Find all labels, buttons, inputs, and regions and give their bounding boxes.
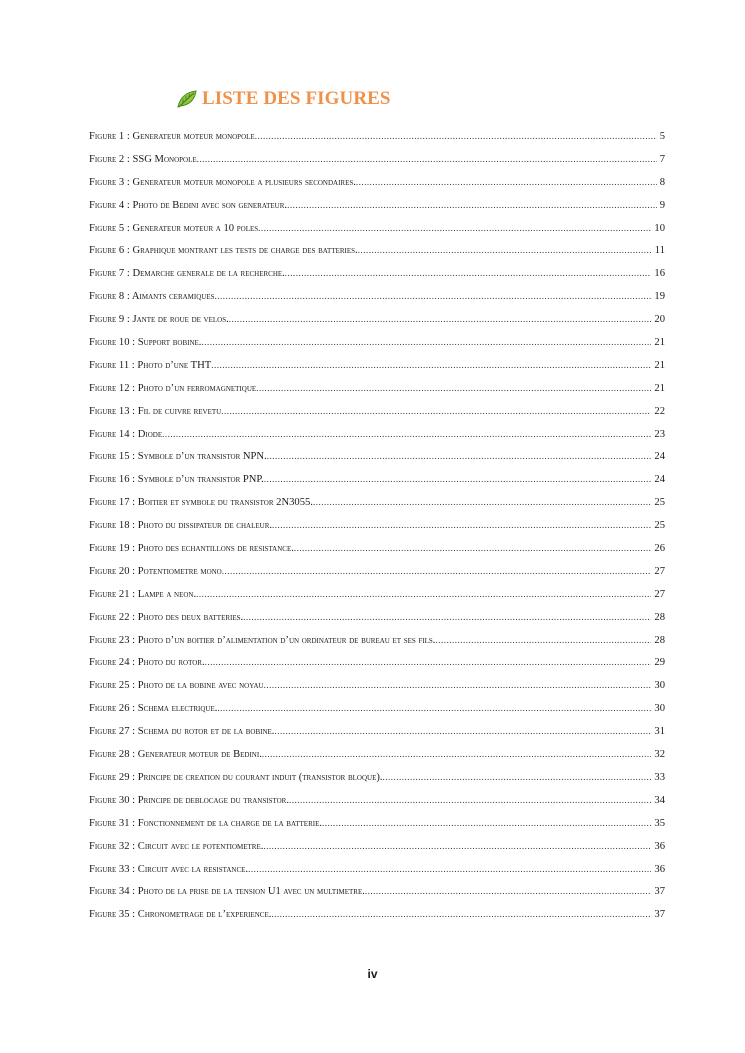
list-item[interactable]: [89, 406, 665, 429]
dot-leader: [256, 383, 651, 394]
list-item[interactable]: [89, 726, 665, 749]
list-item[interactable]: [89, 566, 665, 589]
dot-leader: [274, 726, 651, 737]
figure-page-number: 24: [654, 451, 665, 463]
dot-leader: [243, 612, 651, 623]
figure-label: Figure 12 : Photo d’un ferromagnetique: [89, 382, 257, 394]
figure-label: Figure 14 : Diode: [89, 428, 163, 440]
figure-label: Figure 21 : Lampe a neon.: [89, 588, 197, 600]
figure-label: Figure 19 : Photo des echantillons de resistance.: [89, 543, 294, 555]
figure-page-number: 37: [654, 909, 665, 921]
figure-label: Figure 23 : Photo d’un boitier d’alimentation d’un ordinateur de bureau et ses fils.: [89, 634, 436, 646]
title-text: LISTE DES FIGURES: [202, 88, 391, 109]
figure-label: Figure 20 : Potentiometre mono: [89, 565, 222, 577]
figure-page-number: 8: [659, 176, 665, 188]
figure-page-number: 5: [659, 131, 665, 142]
list-item[interactable]: [89, 314, 665, 337]
dot-leader: [197, 154, 657, 165]
figure-page-number: 27: [654, 565, 665, 577]
list-item[interactable]: [89, 680, 665, 703]
list-item[interactable]: [89, 520, 665, 543]
dot-leader: [294, 543, 652, 554]
list-item[interactable]: [89, 268, 665, 291]
figure-list: [89, 131, 665, 932]
dot-leader: [264, 474, 652, 485]
dot-leader: [222, 566, 652, 577]
list-item[interactable]: [89, 429, 665, 452]
figure-page-number: 33: [654, 771, 665, 783]
figure-label: Figure 34 : Photo de la prise de la tension U1 avec un multimetre.: [89, 886, 365, 898]
figure-page-number: 16: [654, 268, 665, 280]
figure-label: Figure 24 : Photo du rotor.: [89, 657, 205, 669]
figure-label: Figure 27 : Schema du rotor et de la bobine.: [89, 726, 275, 738]
dot-leader: [285, 268, 652, 279]
figure-label: Figure 6 : Graphique montrant les tests de charge des batteries.: [89, 245, 358, 257]
figure-label: Figure 5 : Generateur moteur a 10 poles: [89, 222, 259, 234]
figure-label: Figure 9 : Jante de roue de velos.: [89, 314, 229, 326]
dot-leader: [162, 429, 651, 440]
list-item[interactable]: [89, 131, 665, 154]
list-item[interactable]: [89, 200, 665, 223]
figure-page-number: 36: [654, 863, 665, 875]
dot-leader: [287, 200, 657, 211]
list-item[interactable]: [89, 154, 665, 177]
dot-leader: [217, 703, 651, 714]
figure-label: Figure 2 : SSG Monopole: [89, 153, 197, 165]
dot-leader: [262, 749, 652, 760]
dot-leader: [322, 818, 651, 829]
dot-leader: [383, 772, 652, 783]
figure-label: Figure 3 : Generateur moteur monopole a plusieurs secondaires.: [89, 176, 356, 188]
dot-leader: [271, 909, 651, 920]
figure-label: Figure 35 : Chronometrage de l’experience.: [89, 909, 272, 921]
figure-page-number: 21: [654, 337, 665, 349]
dot-leader: [365, 886, 652, 897]
figure-page-number: 25: [654, 497, 665, 509]
dot-leader: [263, 841, 651, 852]
dot-leader: [267, 451, 652, 462]
page-title: [176, 88, 391, 110]
leaf-icon: [176, 89, 198, 109]
figure-label: Figure 28 : Generateur moteur de Bedini.: [89, 749, 262, 761]
dot-leader: [356, 177, 657, 188]
figure-label: Figure 18 : Photo du dissipateur de chaleur.: [89, 520, 273, 532]
figure-label: Figure 13 : Fil de cuivre revetu: [89, 405, 222, 417]
list-item[interactable]: [89, 886, 665, 909]
dot-leader: [215, 291, 652, 302]
figure-page-number: 27: [654, 588, 665, 600]
list-item[interactable]: [89, 337, 665, 360]
dot-leader: [205, 657, 652, 668]
figure-page-number: 30: [654, 703, 665, 715]
figure-label: Figure 1 : Generateur moteur monopole: [89, 131, 255, 142]
list-item[interactable]: [89, 909, 665, 932]
figure-label: Figure 10 : Support bobine.: [89, 337, 202, 349]
figure-label: Figure 26 : Schema electrique.: [89, 703, 218, 715]
figure-label: Figure 7 : Demarche generale de la recherche.: [89, 268, 285, 280]
list-item[interactable]: [89, 245, 665, 268]
dot-leader: [435, 635, 651, 646]
list-item[interactable]: [89, 795, 665, 818]
list-item[interactable]: [89, 451, 665, 474]
list-item[interactable]: [89, 818, 665, 841]
list-item[interactable]: [89, 612, 665, 635]
figure-page-number: 30: [654, 680, 665, 692]
figure-page-number: 10: [654, 222, 665, 234]
figure-page-number: 28: [654, 611, 665, 623]
figure-label: Figure 17 : Boitier et symbole du transistor 2N3055.: [89, 497, 313, 509]
list-item[interactable]: [89, 360, 665, 383]
figure-page-number: 28: [654, 634, 665, 646]
figure-page-number: 29: [654, 657, 665, 669]
figure-page-number: 31: [654, 726, 665, 738]
figure-label: Figure 25 : Photo de la bobine avec noyau: [89, 680, 264, 692]
figure-label: Figure 8 : Aimants ceramiques: [89, 291, 215, 303]
list-item[interactable]: [89, 177, 665, 200]
figure-page-number: 32: [654, 749, 665, 761]
dot-leader: [221, 406, 651, 417]
figure-label: Figure 4 : Photo de Bedini avec son generateur.: [89, 199, 288, 211]
figure-label: Figure 15 : Symbole d’un transistor NPN.: [89, 451, 267, 463]
figure-page-number: 25: [654, 520, 665, 532]
dot-leader: [196, 589, 651, 600]
figure-page-number: 34: [654, 794, 665, 806]
dot-leader: [229, 314, 652, 325]
dot-leader: [313, 497, 651, 508]
figure-label: Figure 31 : Fonctionnement de la charge de la batterie.: [89, 817, 323, 829]
dot-leader: [358, 245, 652, 256]
list-item[interactable]: [89, 841, 665, 864]
figure-label: Figure 16 : Symbole d’un transistor PNP.: [89, 474, 264, 486]
dot-leader: [248, 864, 651, 875]
figure-page-number: 20: [654, 314, 665, 326]
page-number: iv: [367, 967, 378, 981]
figure-label: Figure 29 : Principe de creation du courant induit (transistor bloque).: [89, 771, 383, 783]
figure-page-number: 21: [654, 382, 665, 394]
figure-label: Figure 32 : Circuit avec le potentiometre.: [89, 840, 264, 852]
figure-page-number: 11: [654, 245, 665, 257]
list-item[interactable]: [89, 497, 665, 520]
figure-page-number: 22: [654, 405, 665, 417]
figure-page-number: 21: [654, 359, 665, 371]
dot-leader: [201, 337, 651, 348]
figure-label: Figure 11 : Photo d’une THT: [89, 359, 212, 371]
list-item[interactable]: [89, 864, 665, 887]
figure-page-number: 36: [654, 840, 665, 852]
figure-page-number: 26: [654, 543, 665, 555]
list-item[interactable]: [89, 657, 665, 680]
list-item[interactable]: [89, 291, 665, 314]
figure-page-number: 24: [654, 474, 665, 486]
figure-page-number: 7: [659, 153, 665, 165]
figure-page-number: 37: [654, 886, 665, 898]
list-item[interactable]: [89, 543, 665, 566]
list-item[interactable]: [89, 749, 665, 772]
list-item[interactable]: [89, 703, 665, 726]
dot-leader: [211, 360, 651, 371]
dot-leader: [289, 795, 651, 806]
figure-label: Figure 33 : Circuit avec la resistance.: [89, 863, 249, 875]
figure-label: Figure 22 : Photo des deux batteries.: [89, 611, 244, 623]
dot-leader: [255, 131, 657, 142]
list-item[interactable]: [89, 635, 665, 658]
figure-page-number: 19: [654, 291, 665, 303]
list-item[interactable]: [89, 474, 665, 497]
figure-page-number: 9: [659, 199, 665, 211]
list-item[interactable]: [89, 383, 665, 406]
dot-leader: [264, 680, 652, 691]
figure-page-number: 35: [654, 817, 665, 829]
figure-page-number: 23: [654, 428, 665, 440]
list-item[interactable]: [89, 772, 665, 795]
list-item[interactable]: [89, 589, 665, 612]
figure-label: Figure 30 : Principe de deblocage du transistor.: [89, 794, 289, 806]
list-item[interactable]: [89, 223, 665, 246]
dot-leader: [272, 520, 651, 531]
dot-leader: [258, 223, 651, 234]
